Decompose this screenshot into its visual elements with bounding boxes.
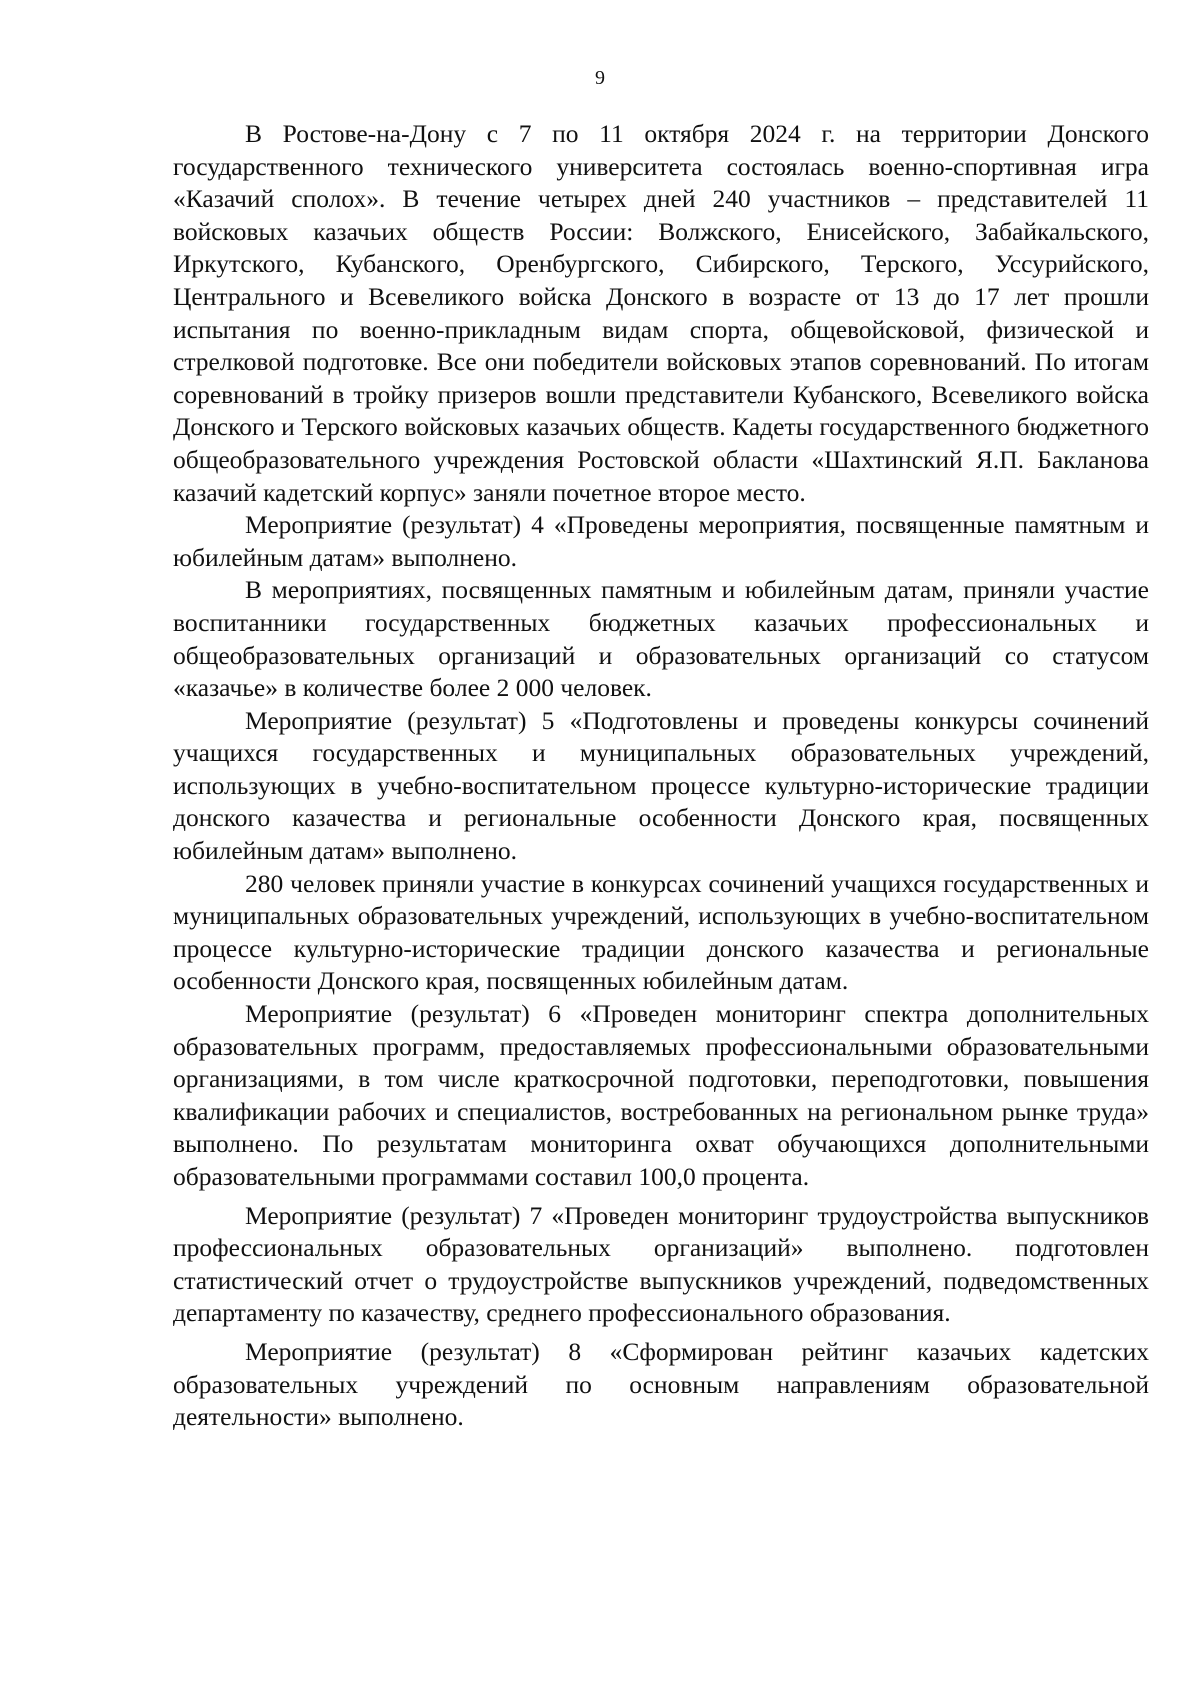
paragraph-result-8: Мероприятие (результат) 8 «Сформирован рейтинг казачьих кадетских образовательных учреждений по основным направлениям образовательной деятельности» выполнено.	[173, 1336, 1149, 1432]
paragraph-result-4: Мероприятие (результат) 4 «Проведены мероприятия, посвященные памятным и юбилейным датам» выполнено.	[173, 510, 1149, 572]
paragraph-essay-contest: 280 человек приняли участие в конкурсах сочинений учащихся государственных и муниципальных образовательных учреждений, использующих в учебно-воспитательном процессе культурно-исторические традиции донского казачества и региональные особенности Донского края, посвященных юбилейным датам.	[173, 868, 1149, 996]
paragraph-kazachiy-spolokh: В Ростове-на-Дону с 7 по 11 октября 2024 г. на территории Донского государственного технического университета состоялась военно-спортивная игра «Казачий сполох». В течение четырех дней 240 участников – представителей 11 войсковых казачьих обществ России: Волжского, Енисейского, Забайкальского, Иркутского, Кубанского, Оренбургского, Сибирского, Терского, Уссурийского, Центрального и Всевеликого войска Донского в возрасте от 13 до 17 лет прошли испытания по военно-прикладным видам спорта, общевойсковой, физической и стрелковой подготовке. Все они победители войсковых этапов соревнований. По итогам соревнований в тройку призеров вошли представители Кубанского, Всевеликого войска Донского и Терского войсковых казачьих обществ. Кадеты государственного бюджетного общеобразовательного учреждения Ростовской области «Шахтинский Я.П. Бакланова казачий кадетский корпус» заняли почетное второе место.	[173, 119, 1149, 507]
paragraph-memorial-dates: В мероприятиях, посвященных памятным и юбилейным датам, приняли участие воспитанники государственных бюджетных казачьих профессиональных и общеобразовательных организаций и образовательных организаций со статусом «казачье» в количестве более 2 000 человек.	[173, 575, 1149, 703]
page-number: 9	[595, 67, 605, 89]
paragraph-result-5: Мероприятие (результат) 5 «Подготовлены и проведены конкурсы сочинений учащихся государственных и муниципальных образовательных учреждений, использующих в учебно-воспитательном процессе культурно-исторические традиции донского казачества и региональные особенности Донского края, посвященных юбилейным датам» выполнено.	[173, 705, 1149, 866]
document-body	[173, 118, 1149, 1434]
paragraph-result-7: Мероприятие (результат) 7 «Проведен мониторинг трудоустройства выпускников профессиональных образовательных организаций» выполнено. подготовлен статистический отчет о трудоустройстве выпускников учреждений, подведомственных департаменту по казачеству, среднего профессионального образования.	[173, 1200, 1149, 1328]
paragraph-result-6: Мероприятие (результат) 6 «Проведен мониторинг спектра дополнительных образовательных программ, предоставляемых профессиональными образовательными организациями, в том числе краткосрочной подготовки, переподготовки, повышения квалификации рабочих и специалистов, востребованных на региональном рынке труда» выполнено. По результатам мониторинга охват обучающихся дополнительными образовательными программами составил 100,0 процента.	[173, 999, 1149, 1191]
